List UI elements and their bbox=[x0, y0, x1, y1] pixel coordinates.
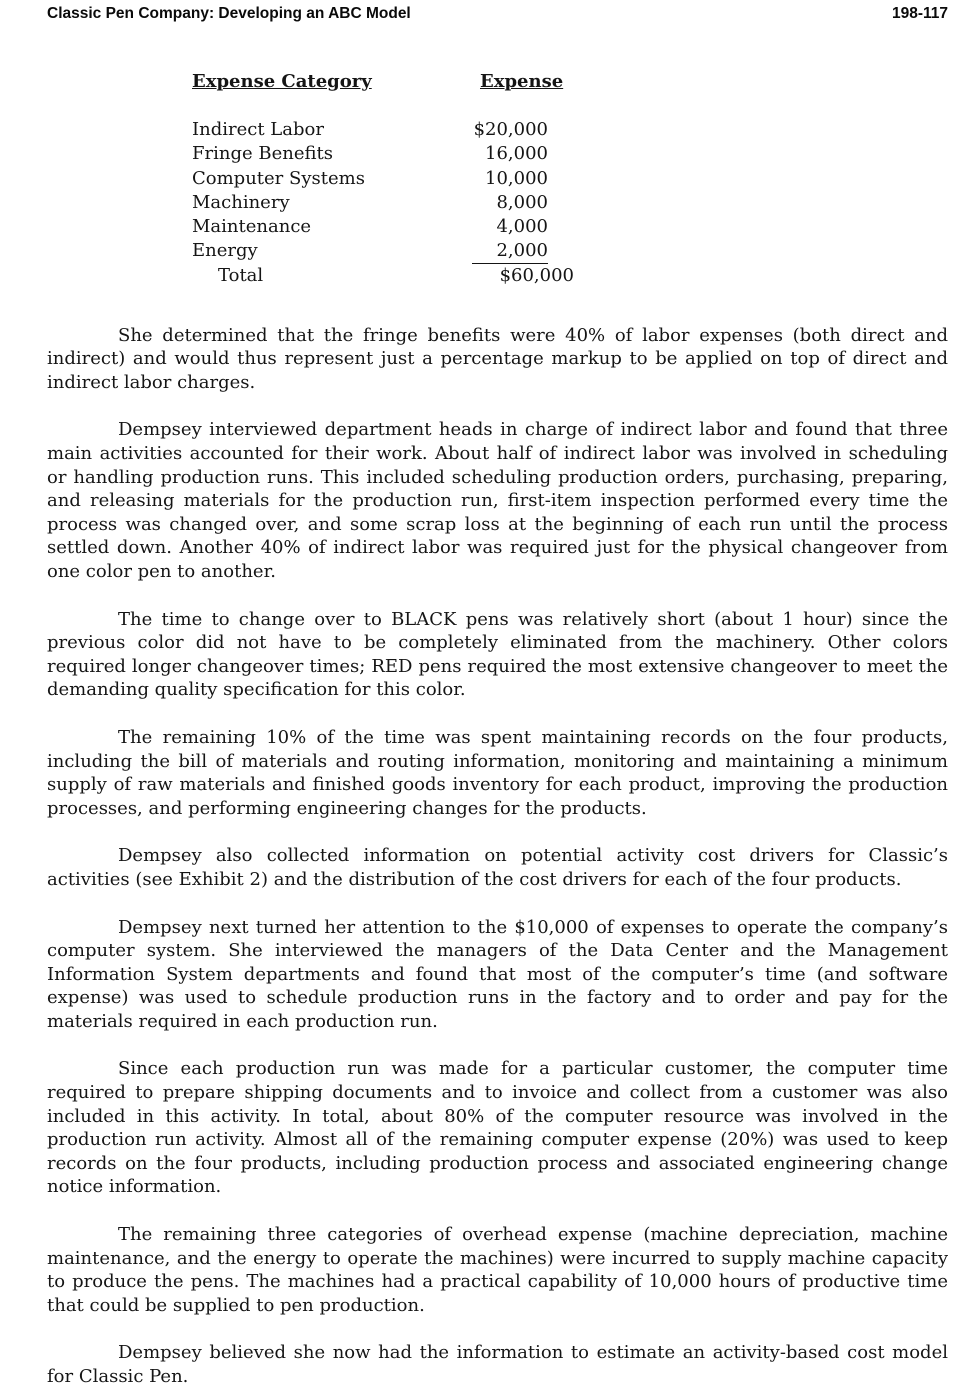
body-paragraph: The remaining three categories of overhead expense (machine depreciation, machine maintenance, and the energy to operate the machines) were incurred to supply machine capacity to produce the pens. The machines had a practical capability of 10,000 hours of productive time that could be supplied to pen production. bbox=[47, 1224, 948, 1316]
body-paragraph: Dempsey believed she now had the information to estimate an activity-based cost model for Classic Pen. bbox=[47, 1342, 948, 1387]
table-row bbox=[192, 239, 948, 264]
expense-amount-cell: 4,000 bbox=[496, 216, 548, 238]
page-header bbox=[47, 5, 948, 23]
expense-category-cell: Computer Systems bbox=[192, 167, 365, 189]
expense-category-cell: Energy bbox=[192, 240, 258, 262]
table-row bbox=[192, 142, 948, 166]
table-row bbox=[192, 215, 948, 239]
table-row bbox=[192, 191, 948, 215]
subtotal-underline: 2,000 bbox=[472, 239, 548, 264]
expense-category-cell: Maintenance bbox=[192, 216, 312, 238]
expense-amount-cell: 16,000 bbox=[485, 143, 548, 165]
body-paragraph: Dempsey interviewed department heads in charge of indirect labor and found that three main activities accounted for their work. About half of indirect labor was involved in scheduling or handling production runs. This included scheduling production orders, purchasing, preparing, and releasing materials for the production run, first-item inspection performed every time the process was changed over, and some scrap loss at the beginning of each run until the process settled down. Another 40% of indirect labor was required just for the physical changeover from one color pen to another. bbox=[47, 419, 948, 582]
expense-amount-cell bbox=[470, 239, 548, 264]
expense-table-header-row bbox=[192, 70, 948, 94]
total-label-cell: Total bbox=[218, 265, 264, 287]
body-paragraph: The time to change over to BLACK pens was relatively short (about 1 hour) since the previous color did not have to be completely eliminated from the machinery. Other colors required longer changeover times; RED pens required the most extensive changeover to meet the demanding quality specification for this color. bbox=[47, 608, 948, 701]
expense-category-cell: Machinery bbox=[192, 191, 290, 213]
table-total-row bbox=[192, 264, 948, 288]
expense-category-cell: Indirect Labor bbox=[192, 119, 324, 141]
body-paragraph: She determined that the fringe benefits were 40% of labor expenses (both direct and indirect) and would thus represent just a percentage markup to be applied on top of direct and indirect labor charges. bbox=[47, 324, 948, 393]
expense-amount-cell: 8,000 bbox=[496, 191, 548, 213]
total-amount-cell: $60,000 bbox=[499, 265, 574, 287]
body-text bbox=[47, 324, 948, 1389]
expense-amount-cell: 10,000 bbox=[485, 167, 548, 189]
expense-category-cell: Fringe Benefits bbox=[192, 143, 333, 165]
case-number: 198-117 bbox=[891, 5, 948, 22]
document-title: Classic Pen Company: Developing an ABC Model bbox=[47, 5, 411, 22]
expense-category-column-header: Expense Category bbox=[192, 71, 372, 92]
expense-table bbox=[192, 70, 948, 289]
expense-column-header: Expense bbox=[480, 71, 564, 92]
table-row bbox=[192, 118, 948, 142]
body-paragraph: Dempsey next turned her attention to the $10,000 of expenses to operate the company’s computer system. She interviewed the managers of the Data Center and the Management Information System departments and found that most of the computer’s time (and software expense) was used to schedule production runs in the factory and to order and pay for the materials required in each production run. bbox=[47, 916, 948, 1032]
body-paragraph: Since each production run was made for a particular customer, the computer time required to prepare shipping documents and to invoice and collect from a customer was also included in this activity. In total, about 80% of the computer resource was involved in the production run activity. Almost all of the remaining computer expense (20%) was used to keep records on the four products, including production process and associated engineering change notice information. bbox=[47, 1058, 948, 1198]
table-row bbox=[192, 167, 948, 191]
body-paragraph: Dempsey also collected information on potential activity cost drivers for Classic’s activities (see Exhibit 2) and the distribution of the cost drivers for each of the four products. bbox=[47, 845, 948, 890]
expense-amount-cell: $20,000 bbox=[473, 119, 548, 141]
body-paragraph: The remaining 10% of the time was spent maintaining records on the four products, including the bill of materials and routing information, monitoring and maintaining a minimum supply of raw materials and finished goods inventory for each product, improving the production processes, and performing engineering changes for the products. bbox=[47, 726, 948, 819]
